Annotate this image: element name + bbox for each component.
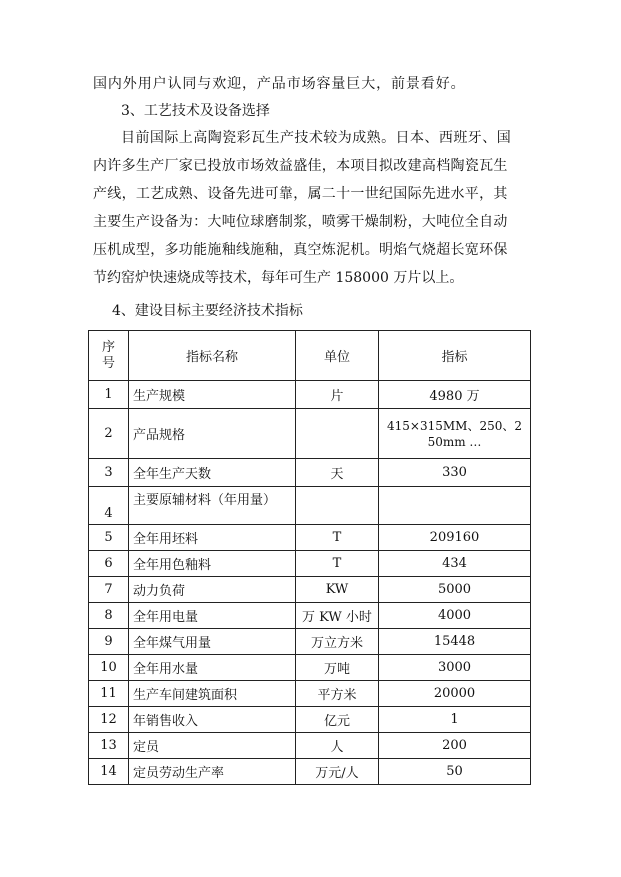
row-unit: 万元/人 <box>296 759 379 785</box>
row-value: 5000 <box>379 577 531 603</box>
row-unit: 天 <box>296 459 379 487</box>
row-unit: 亿元 <box>296 707 379 733</box>
paragraph-line-7: 压机成型，多功能施釉线施釉，真空炼泥机。明焰气烧超长宽环保 <box>93 242 508 258</box>
table-row <box>89 525 531 551</box>
section-heading-4: 4、建设目标主要经济技术指标 <box>112 303 303 319</box>
row-name: 定员劳动生产率 <box>129 759 296 785</box>
table-row <box>89 681 531 707</box>
row-number: 1 <box>89 381 129 409</box>
paragraph-line-4: 内许多生产厂家已投放市场效益盛佳，本项目拟改建高档陶瓷瓦生 <box>93 158 508 174</box>
header-unit: 单位 <box>296 331 379 381</box>
row-number: 5 <box>89 525 129 551</box>
table-row <box>89 655 531 681</box>
row-number: 12 <box>89 707 129 733</box>
row-name: 全年用水量 <box>129 655 296 681</box>
row-name: 全年生产天数 <box>129 459 296 487</box>
table-row <box>89 409 531 459</box>
row-unit: 万立方米 <box>296 629 379 655</box>
row-number: 13 <box>89 733 129 759</box>
row-name: 生产车间建筑面积 <box>129 681 296 707</box>
row-value: 1 <box>379 707 531 733</box>
table-row <box>89 707 531 733</box>
row-value: 200 <box>379 733 531 759</box>
row-name: 全年用电量 <box>129 603 296 629</box>
table-row <box>89 459 531 487</box>
table-row <box>89 759 531 785</box>
header-name: 指标名称 <box>129 331 296 381</box>
row-number: 10 <box>89 655 129 681</box>
row-unit: 平方米 <box>296 681 379 707</box>
row-number: 11 <box>89 681 129 707</box>
row-name: 全年用坯料 <box>129 525 296 551</box>
row-number: 8 <box>89 603 129 629</box>
row-number: 6 <box>89 551 129 577</box>
paragraph-line-8: 节约窑炉快速烧成等技术，每年可生产 158000 万片以上。 <box>93 270 464 286</box>
row-number: 4 <box>89 487 129 525</box>
table-row <box>89 551 531 577</box>
row-name: 主要原辅材料（年用量） <box>129 487 296 525</box>
table-row <box>89 577 531 603</box>
table-row <box>89 629 531 655</box>
row-number: 7 <box>89 577 129 603</box>
row-name: 全年用色釉料 <box>129 551 296 577</box>
table-header-row <box>89 331 531 381</box>
row-number: 3 <box>89 459 129 487</box>
row-unit: KW <box>296 577 379 603</box>
row-unit <box>296 487 379 525</box>
row-value: 4000 <box>379 603 531 629</box>
row-unit: T <box>296 525 379 551</box>
row-number: 14 <box>89 759 129 785</box>
header-value: 指标 <box>379 331 531 381</box>
row-value <box>379 487 531 525</box>
row-value: 434 <box>379 551 531 577</box>
paragraph-line-5: 产线，工艺成熟、设备先进可靠，属二十一世纪国际先进水平，其 <box>93 186 508 202</box>
row-name: 全年煤气用量 <box>129 629 296 655</box>
row-unit: 万吨 <box>296 655 379 681</box>
table-row <box>89 603 531 629</box>
row-number: 9 <box>89 629 129 655</box>
row-unit <box>296 409 379 459</box>
row-name: 动力负荷 <box>129 577 296 603</box>
row-unit: 万 KW 小时 <box>296 603 379 629</box>
row-number: 2 <box>89 409 129 459</box>
row-value: 50 <box>379 759 531 785</box>
row-value: 415×315MM、250、2 50mm … <box>379 409 531 459</box>
row-name: 产品规格 <box>129 409 296 459</box>
header-seq: 序 号 <box>89 331 129 381</box>
row-name: 年销售收入 <box>129 707 296 733</box>
paragraph-line-6: 主要生产设备为：大吨位球磨制浆，喷雾干燥制粉，大吨位全自动 <box>93 214 508 230</box>
row-unit: 人 <box>296 733 379 759</box>
paragraph-line-1: 国内外用户认同与欢迎，产品市场容量巨大，前景看好。 <box>93 76 466 92</box>
row-unit: 片 <box>296 381 379 409</box>
row-name: 生产规模 <box>129 381 296 409</box>
indicator-table <box>88 330 531 785</box>
row-value: 15448 <box>379 629 531 655</box>
row-value: 20000 <box>379 681 531 707</box>
row-name: 定员 <box>129 733 296 759</box>
table-row <box>89 733 531 759</box>
row-value: 3000 <box>379 655 531 681</box>
row-value: 209160 <box>379 525 531 551</box>
row-unit: T <box>296 551 379 577</box>
row-value: 330 <box>379 459 531 487</box>
row-value: 4980 万 <box>379 381 531 409</box>
table-row <box>89 487 531 525</box>
section-heading-3: 3、工艺技术及设备选择 <box>121 103 270 119</box>
table-row <box>89 381 531 409</box>
paragraph-line-3: 目前国际上高陶瓷彩瓦生产技术较为成熟。日本、西班牙、国 <box>121 130 512 146</box>
